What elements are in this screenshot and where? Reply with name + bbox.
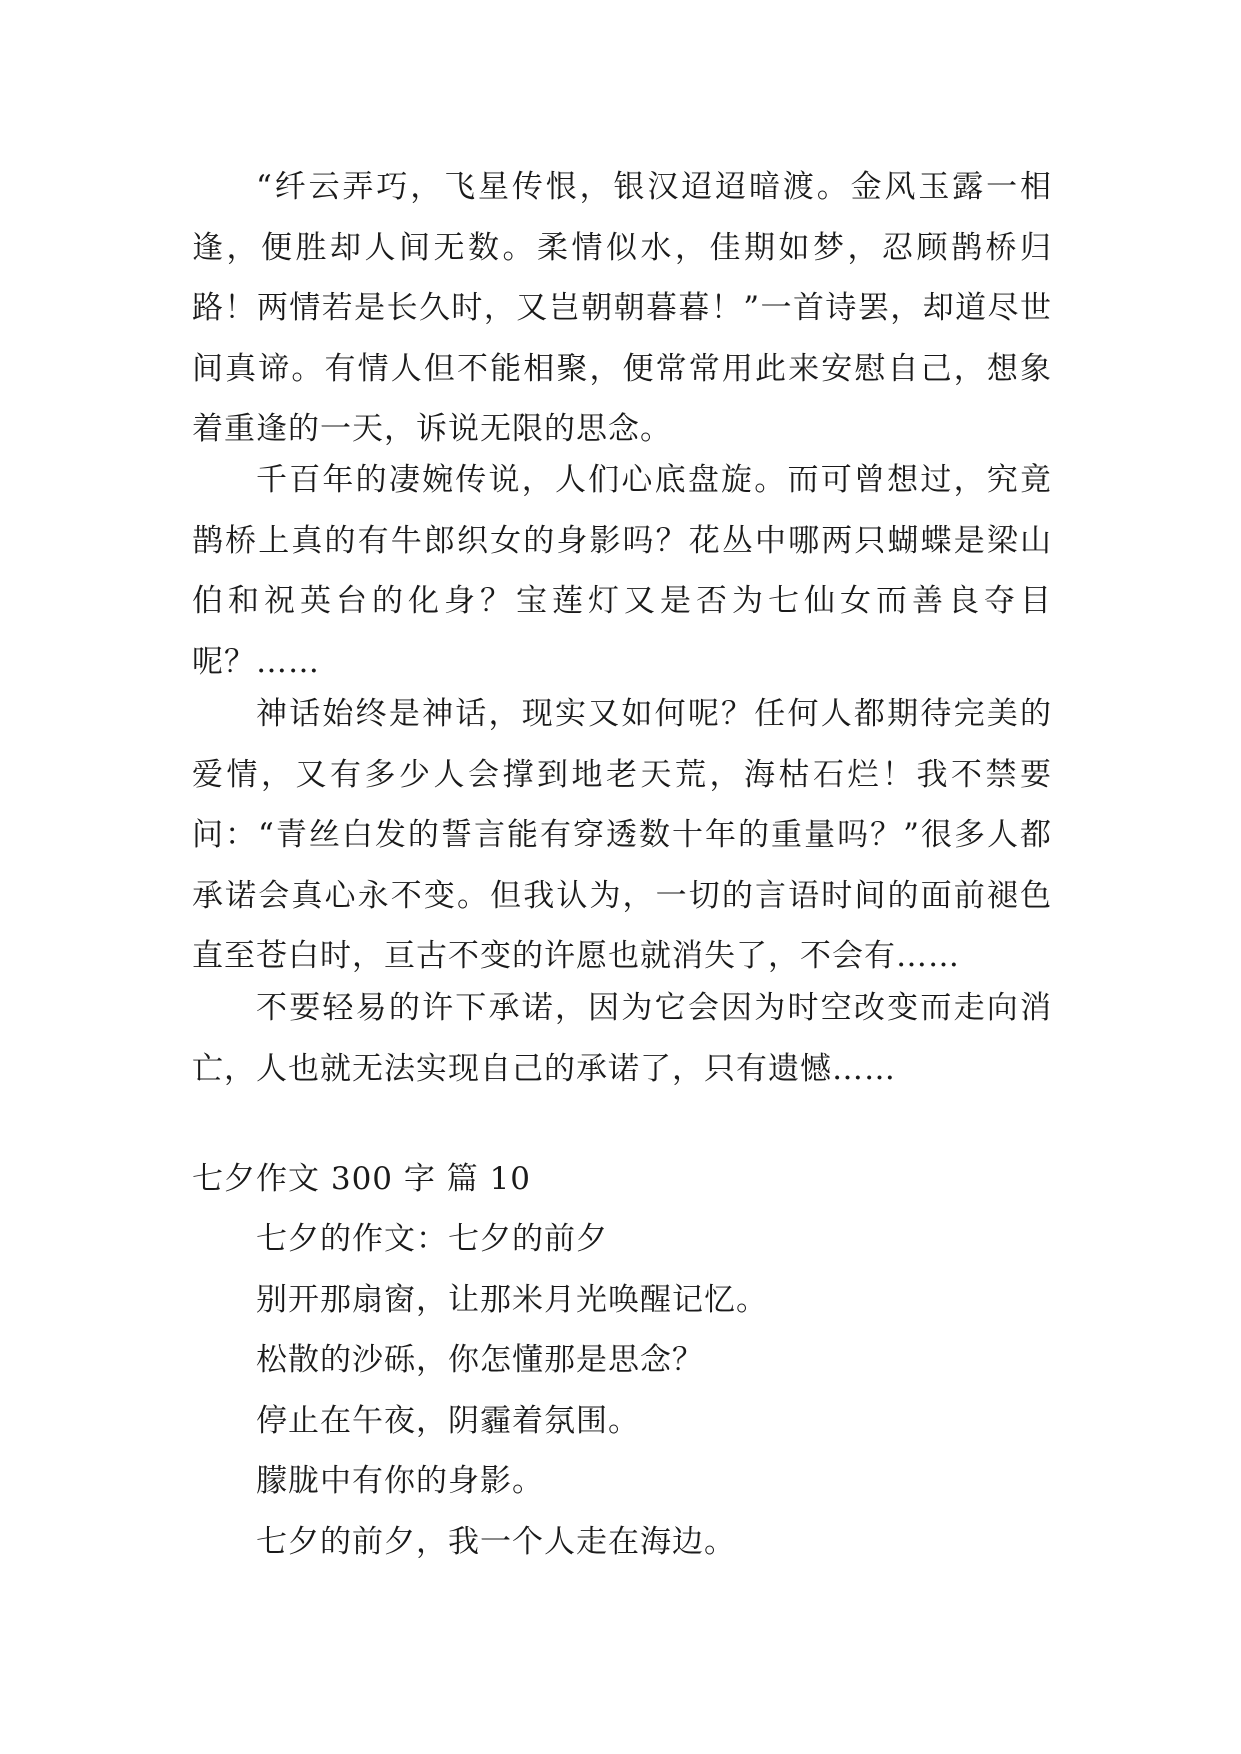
section-heading: 七夕作文 300 字 篇 10 [192,1161,532,1197]
poem [256,1209,1056,1572]
paragraph-2: 千百年的凄婉传说，人们心底盘旋。而可曾想过，究竟鹊桥上真的有牛郎织女的身影吗？花丛中哪两只蝴蝶是梁山伯和祝英台的化身？宝莲灯又是否为七仙女而善良夺目呢？…… [192,462,1052,680]
paragraph-3: 神话始终是神话，现实又如何呢？任何人都期待完美的爱情，又有多少人会撑到地老天荒，海枯石烂！我不禁要问：“青丝白发的誓言能有穿透数十年的重量吗？”很多人都承诺会真心永不变。但我认为，一切的言语时间的面前褪色直至苍白时，亘古不变的许愿也就消失了，不会有…… [192,696,1052,975]
paragraph-4: 不要轻易的许下承诺，因为它会因为时空改变而走向消亡，人也就无法实现自己的承诺了，只有遗憾…… [192,990,1052,1087]
poem-line: 朦胧中有你的身影。 [256,1463,544,1499]
poem-line: 别开那扇窗，让那米月光唤醒记忆。 [256,1281,768,1318]
poem-line: 松散的沙砾，你怎懂那是思念？ [256,1342,704,1378]
poem-line: 停止在午夜，阴霾着氛围。 [256,1402,640,1439]
paragraph-1: “纤云弄巧，飞星传恨，银汉迢迢暗渡。金风玉露一相逢，便胜却人间无数。柔情似水，佳期如梦，忍顾鹊桥归路！两情若是长久时，又岂朝朝暮暮！”一首诗罢，却道尽世间真谛。有情人但不能相聚，便常常用此来安慰自己，想象着重逢的一天，诉说无限的思念。 [192,169,1052,448]
poem-line: 七夕的前夕，我一个人走在海边。 [256,1523,736,1560]
poem-title-line: 七夕的作文：七夕的前夕 [256,1221,608,1257]
